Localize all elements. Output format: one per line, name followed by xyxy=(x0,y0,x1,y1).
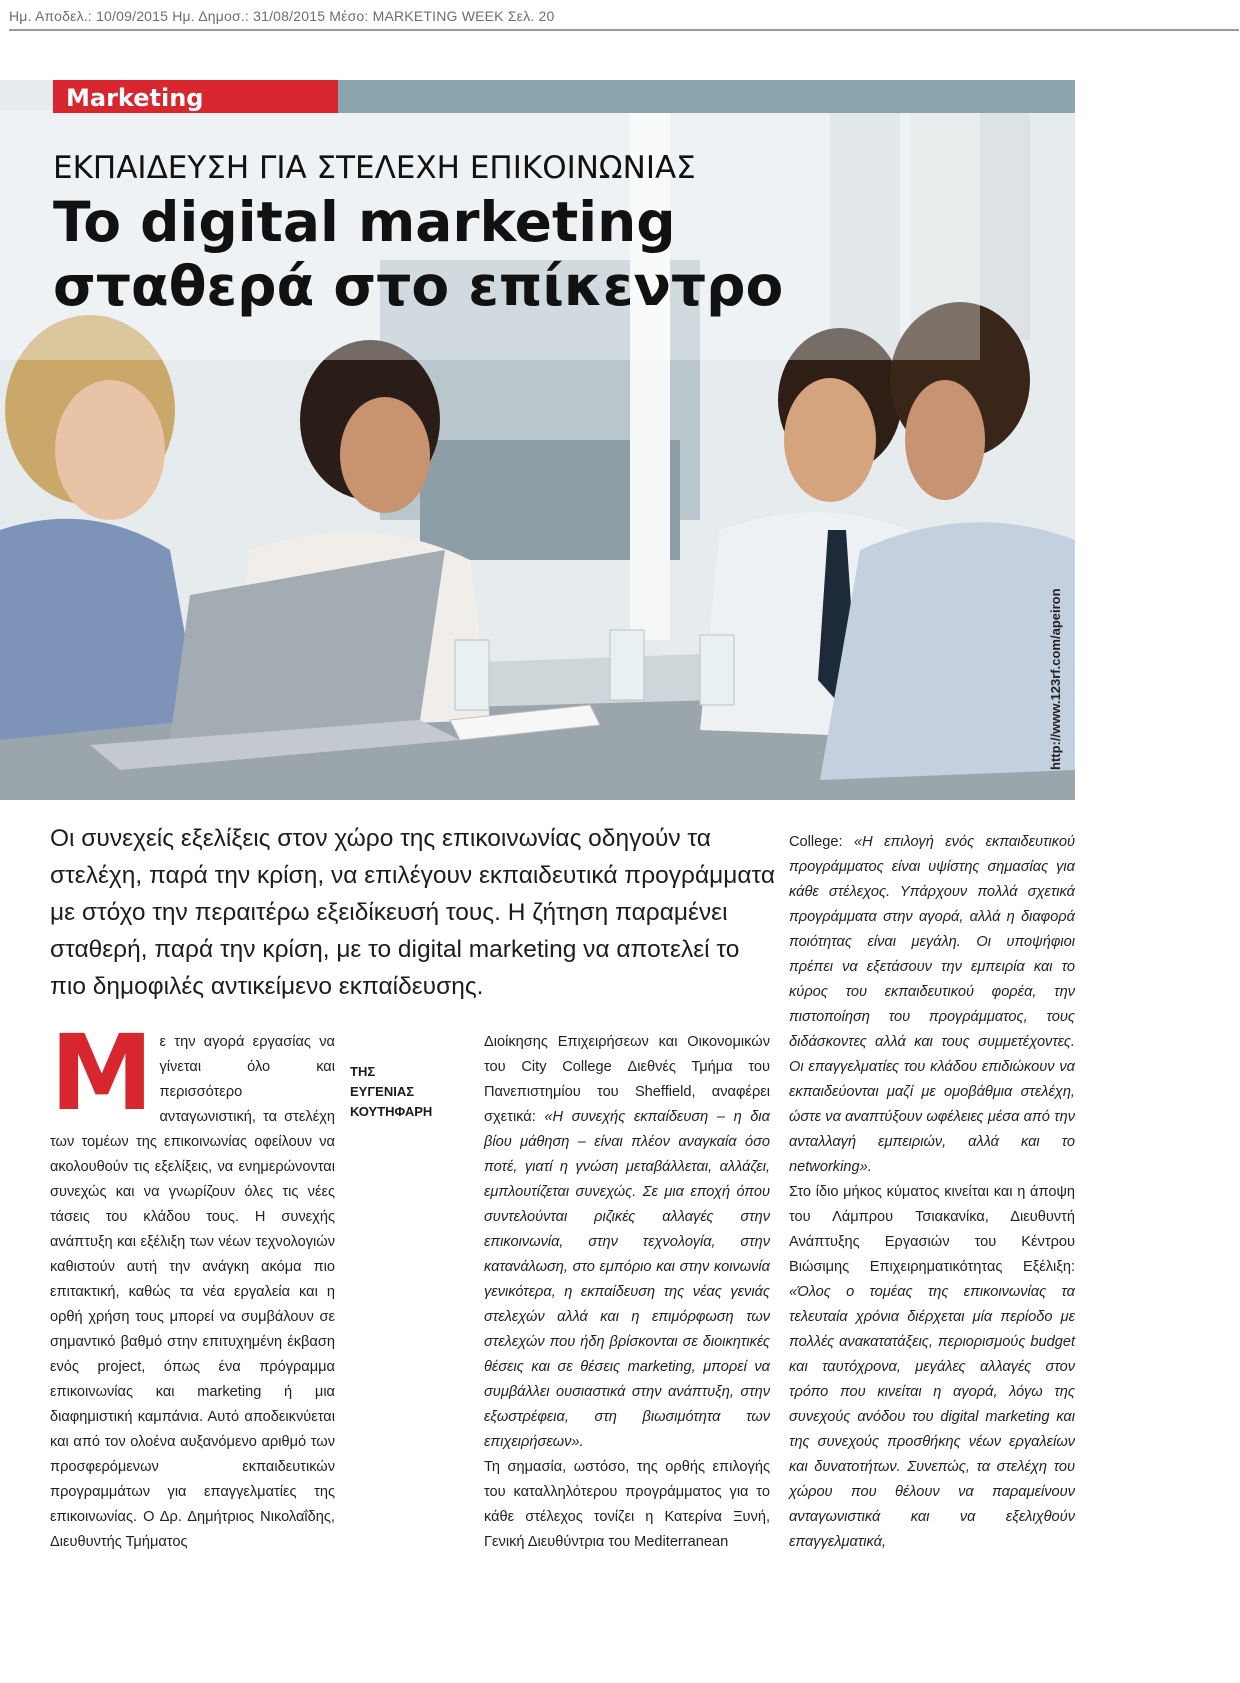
meeting-photo xyxy=(0,80,1075,800)
col3-quote: «Η επιλογή ενός εκπαιδευτικού προγράμματος είναι υψίστης σημασίας για κάθε στέλεχος. Υπάρχουν πολλά σχετικά προγράμματα στην αγορά, αλλά η διαφορά ποιότητας είναι μεγάλη. Οι υποψήφιοι πρέπει να εξετάσουν την εμπειρία και το κύρος του εκπαιδευτικού φορέα, την πιστοποίηση του προγράμματος, τους διδάσκοντες αλλά και τους συμμετέχοντες. Οι επαγγελματίες του κλάδου επιδιώκουν να εκπαιδεύονται μαζί με ομοβάθμια στελέχη, ώστε να αναπτύξουν ωφέλειες μέσα από την ανταλλαγή εμπειριών, αλλά και το networking». xyxy=(789,834,1075,1175)
col2-outro: Τη σημασία, ωστόσο, της ορθής επιλογής του καταλληλότερου προγράμματος για το κάθε στέλεχος τονίζει η Κατερίνα Ξυνή, Γενική Διευθύντρια του Mediterranean xyxy=(484,1459,770,1550)
article-title: To digital marketing σταθερά στο επίκεντρο xyxy=(53,190,784,318)
header-divider xyxy=(9,29,1239,31)
hero-section xyxy=(0,80,1075,800)
section-label-box xyxy=(53,80,338,113)
section-label: Marketing xyxy=(66,84,204,112)
byline-prefix: ΤΗΣ xyxy=(350,1064,376,1079)
col3-intro: College: xyxy=(789,834,855,850)
body-column-1 xyxy=(50,1012,335,1555)
photo-credit: http://www.123rf.com/apeiron xyxy=(1048,588,1063,770)
article-lead: Οι συνεχείς εξελίξεις στον χώρο της επικοινωνίας οδηγούν τα στελέχη, παρά την κρίση, να επιλέγουν εκπαιδευτικά προγράμματα με στόχο την περαιτέρω εξειδίκευσή τους. Η ζήτηση παραμένει σταθερή, παρά την κρίση, με το digital marketing να αποτελεί το πιο δημοφιλές αντικείμενο εκπαίδευσης. xyxy=(50,825,776,1000)
col2-intro: Διοίκησης Επιχειρήσεων και Οικονομικών του City College Διεθνές Τμήμα του Πανεπιστημίου του Sheffield, αναφέρει σχετικά: xyxy=(484,1034,770,1125)
col3-mid: Στο ίδιο μήκος κύματος κινείται και η άποψη του Λάμπρου Τσιακανίκα, Διευθυντή Ανάπτυξης Εργασιών του Κέντρου Βιώσιμης Επιχειρηματικότητας Εξέλιξη: xyxy=(789,1184,1075,1275)
article-kicker: ΕΚΠΑΙΔΕΥΣΗ ΓΙΑ ΣΤΕΛΕΧΗ ΕΠΙΚΟΙΝΩΝΙΑΣ xyxy=(53,150,696,186)
body-column-3 xyxy=(789,830,1075,1555)
byline xyxy=(350,1062,470,1122)
body-column-2 xyxy=(484,1030,770,1555)
clipping-header: Ημ. Αποδελ.: 10/09/2015 Ημ. Δημοσ.: 31/08/2015 Μέσο: MARKETING WEEK Σελ. 20 xyxy=(9,8,555,24)
byline-author: ΕΥΓΕΝΙΑΣ ΚΟΥΤΗΦΑΡΗ xyxy=(350,1084,433,1119)
drop-cap: Μ xyxy=(50,1012,154,1134)
col3-quote-2: «Όλος ο τομέας της επικοινωνίας τα τελευταία χρόνια διέρχεται μία περίοδο με πολλές ανακατατάξεις, περιορισμούς budget και ταυτόχρονα, μεγάλες αλλαγές στον τρόπο που κινείται η αγορά, λόγω της συνεχούς ανόδου του digital marketing και της συνεχούς προσθήκης νέων εργαλείων και δυνατοτήτων. Συνεπώς, τα στελέχη του χώρου που θέλουν να παραμείνουν ανταγωνιστικά και να εξελιχθούν επαγγελματικά, xyxy=(789,1284,1075,1550)
col2-quote: «Η συνεχής εκπαίδευση – η δια βίου μάθηση – είναι πλέον αναγκαία όσο ποτέ, γιατί η γνώση μεταβάλλεται, αλλάζει, εμπλουτίζεται συνεχώς. Σε μια εποχή όπου συντελούνται ριζικές αλλαγές στην επικοινωνία, στην τεχνολογία, στην κατανάλωση, στο εμπόριο και στην κοινωνία γενικότερα, η εκπαίδευση της νέας γενιάς στελεχών αλλά και η επιμόρφωση των στελεχών που ήδη βρίσκονται σε διοικητικές θέσεις και σε θέσεις marketing, μπορεί να συμβάλλει ουσιαστικά στην ανάπτυξη, στην εξωστρέφεια, στη βιωσιμότητα των επιχειρήσεων». xyxy=(484,1109,770,1450)
body-column-1-text: ε την αγορά εργασίας να γίνεται όλο και περισσότερο ανταγωνιστική, τα στελέχη των τομέων της επικοινωνίας οφείλουν να ακολουθούν τις εξελίξεις, να ενημερώνονται συνεχώς και να γνωρίζουν όλες τις νέες τάσεις του κλάδου τους. Η συνεχής ανάπτυξη και εξέλιξη των νέων τεχνολογιών καθιστούν αυτή την ανάγκη ακόμα πιο επιτακτική, καθώς τα νέα εργαλεία και η ορθή χρήση τους μπορεί να συμβάλουν σε σημαντικό βαθμό στην επιτυχημένη έκβαση ενός project, όπως ένα πρόγραμμα επικοινωνίας και marketing ή μια διαφημιστική καμπάνια. Αυτό αποδεικνύεται και από τον ολοένα αυξανόμενο αριθμό των προσφερόμενων εκπαιδευτικών προγραμμάτων για επαγγελματίες της επικοινωνίας. Ο Δρ. Δημήτριος Νικολαΐδης, Διευθυντής Τμήματος xyxy=(50,1034,335,1550)
